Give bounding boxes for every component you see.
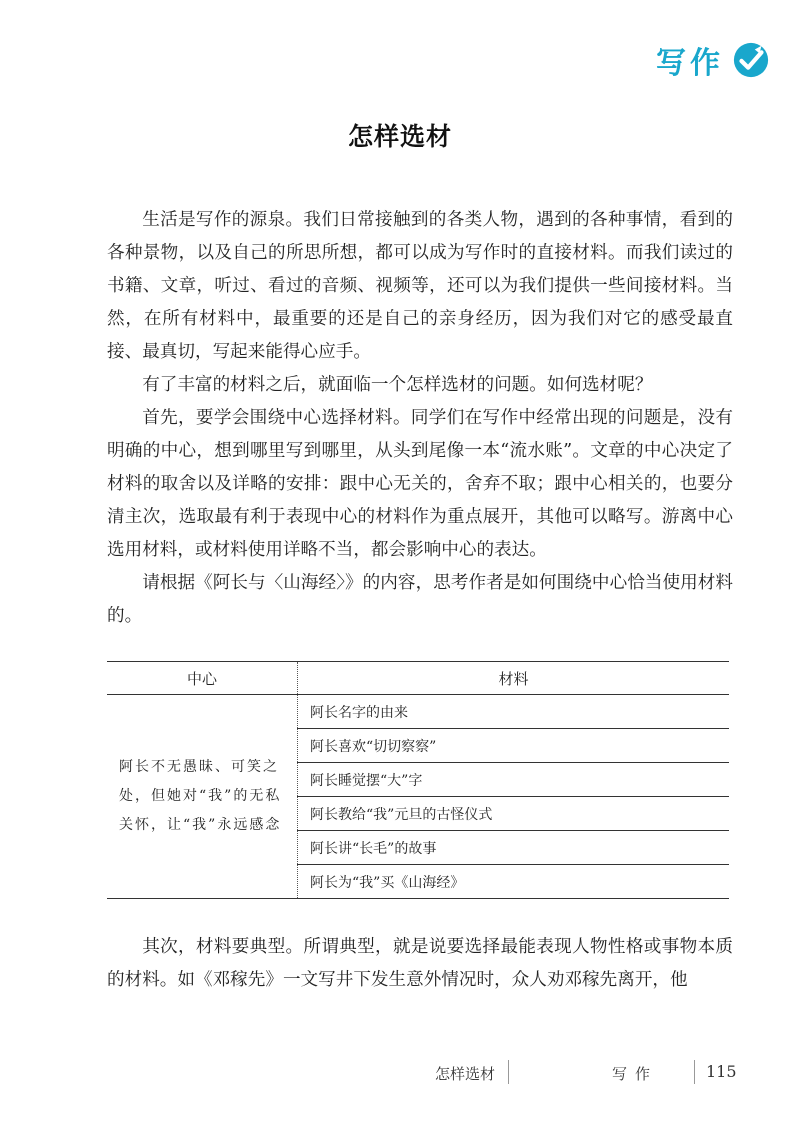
material-cell: 阿长喜欢“切切察察” <box>298 729 730 763</box>
material-cell: 阿长讲“长毛”的故事 <box>298 831 730 865</box>
paragraph: 有了丰富的材料之后，就面临一个怎样选材的问题。如何选材呢？ <box>142 375 653 395</box>
closing-body <box>107 931 733 997</box>
footer-divider <box>508 1060 509 1084</box>
footer-section: 写作 <box>612 1065 659 1083</box>
material-cell: 阿长教给“我”元旦的古怪仪式 <box>298 797 730 831</box>
material-cell: 阿长为“我”买《山海经》 <box>298 865 730 899</box>
page-footer <box>0 1060 800 1090</box>
table-row <box>107 695 729 729</box>
pen-check-icon <box>732 41 770 79</box>
header-center: 中心 <box>107 662 298 695</box>
material-cell: 阿长睡觉摆“大”字 <box>298 763 730 797</box>
closing-paragraph: 其次，材料要典型。所谓典型，就是说要选择最能表现人物性格或事物本质的材料。如《邓稼先》一文写井下发生意外情况时，众人劝邓稼先离开，他 <box>107 937 733 990</box>
footer-lesson-title: 怎样选材 <box>434 1065 495 1083</box>
material-table <box>107 661 729 899</box>
center-idea-cell: 阿长不无愚昧、可笑之处，但她对“我”的无私关怀，让“我”永远感念 <box>107 695 298 899</box>
material-cell: 阿长名字的由来 <box>298 695 730 729</box>
paragraph: 生活是写作的源泉。我们日常接触到的各类人物，遇到的各种事情，看到的各种景物，以及自己的所思所想，都可以成为写作时的直接材料。而我们读过的书籍、文章，听过、看过的音频、视频等，还可以为我们提供一些间接材料。当然，在所有材料中，最重要的还是自己的亲身经历，因为我们对它的感受最直接、最真切，写起来能得心应手。 <box>107 210 733 362</box>
table-header-row <box>107 662 729 695</box>
footer-divider <box>694 1060 695 1084</box>
paragraph: 请根据《阿长与〈山海经〉》的内容，思考作者是如何围绕中心恰当使用材料的。 <box>107 573 733 626</box>
header-materials: 材料 <box>298 662 730 695</box>
section-tag <box>656 38 770 82</box>
page-title: 怎样选材 <box>347 122 452 151</box>
paragraph: 首先，要学会围绕中心选择材料。同学们在写作中经常出现的问题是，没有明确的中心，想到哪里写到哪里，从头到尾像一本“流水账”。文章的中心决定了材料的取舍以及详略的安排：跟中心无关的，舍弃不取；跟中心相关的，也要分清主次，选取最有利于表现中心的材料作为重点展开，其他可以略写。游离中心选用材料，或材料使用详略不当，都会影响中心的表达。 <box>107 408 733 560</box>
article-body <box>107 204 733 633</box>
page-number: 115 <box>706 1062 737 1081</box>
section-label: 写作 <box>656 46 724 81</box>
